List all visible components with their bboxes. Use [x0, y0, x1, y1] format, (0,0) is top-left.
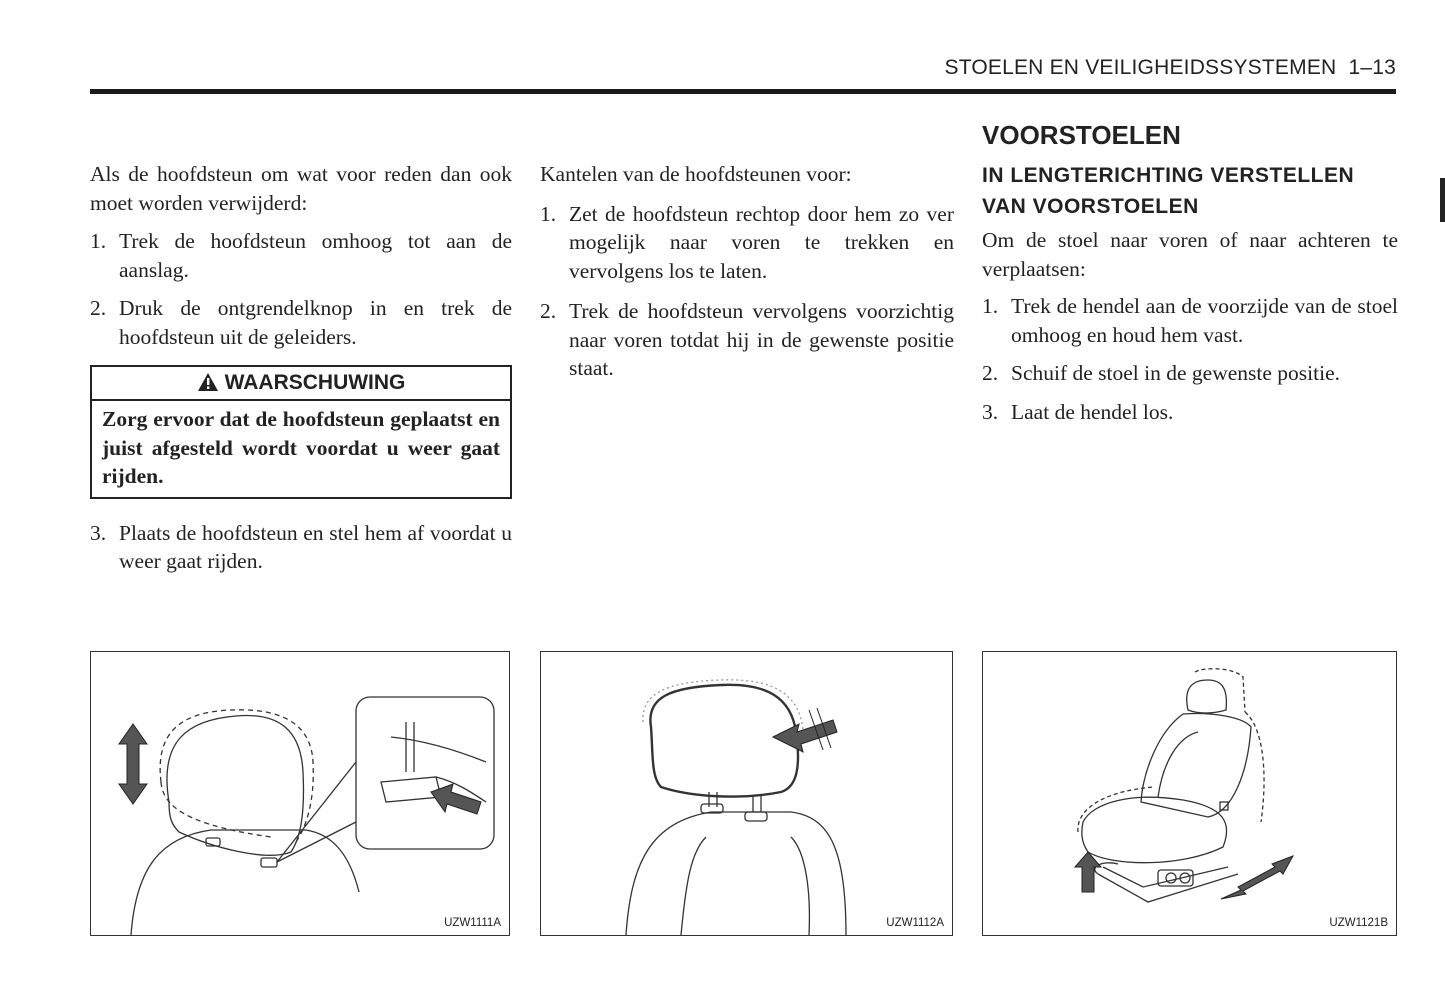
list-item — [982, 398, 1398, 427]
running-header — [90, 56, 1396, 84]
warning-body: Zorg ervoor dat de hoofdsteun geplaatst en juist afgesteld wordt voordat u weer gaat rijden. — [102, 407, 500, 488]
warning-box — [90, 365, 512, 499]
list-item — [982, 359, 1398, 388]
step-number: 1. — [90, 229, 107, 253]
warning-title-bar — [92, 367, 510, 401]
step-text: Druk de ontgrendelknop in en trek de hoofdsteun uit de geleiders. — [119, 296, 512, 349]
headrest-removal-illustration-icon — [91, 652, 509, 935]
list-item — [540, 297, 954, 383]
list-item — [540, 200, 954, 286]
col2-intro: Kantelen van de hoofdsteunen voor: — [540, 162, 852, 186]
col3-steps — [982, 292, 1398, 426]
step-number: 2. — [982, 361, 999, 385]
col1-intro: Als de hoofdsteun om wat voor reden dan ook moet worden verwijderd: — [90, 162, 512, 215]
col1-step3 — [90, 519, 512, 576]
header-section: STOELEN EN VEILIGHEIDSSYSTEMEN — [944, 56, 1337, 79]
step-text: Schuif de stoel in de gewenste positie. — [1011, 361, 1340, 385]
step-text: Plaats de hoofdsteun en stel hem af voordat u weer gaat rijden. — [119, 520, 512, 573]
step-number: 3. — [982, 399, 999, 424]
step-number: 3. — [90, 520, 107, 545]
list-item — [90, 227, 512, 284]
step-number: 2. — [90, 296, 107, 320]
header-rule — [90, 89, 1396, 94]
step-text: Zet de hoofdsteun rechtop door hem zo ver mogelijk naar voren te trekken en vervolgens los te laten. — [569, 201, 954, 283]
section-title: VOORSTOELEN — [982, 120, 1181, 150]
list-item — [90, 294, 512, 351]
column-left — [90, 160, 512, 576]
list-item — [982, 292, 1398, 349]
seat-slide-illustration-icon — [983, 652, 1396, 935]
column-right — [982, 118, 1398, 426]
margin-tab-mark — [1440, 178, 1445, 222]
step-number: 1. — [540, 201, 557, 226]
step-text: Trek de hoofdsteun vervolgens voorzichtig naar voren totdat hij in de gewenste positie staat. — [569, 299, 954, 380]
header-text — [945, 56, 1397, 80]
figure-headrest-removal — [90, 651, 510, 936]
col2-steps — [540, 200, 954, 383]
col3-intro: Om de stoel naar voren of naar achteren te verplaatsen: — [982, 228, 1398, 281]
figure-headrest-tilt — [540, 651, 953, 936]
figure-code: UZW1111A — [444, 917, 501, 929]
page-number: 1–13 — [1348, 56, 1396, 79]
col1-steps — [90, 227, 512, 351]
column-middle — [540, 160, 954, 383]
step-text: Trek de hendel aan de voorzijde van de stoel omhoog en houd hem vast. — [1011, 294, 1398, 347]
step-text: Trek de hoofdsteun omhoog tot aan de aanslag. — [119, 229, 512, 282]
figure-code: UZW1112A — [886, 917, 944, 929]
figure-seat-slide — [982, 651, 1397, 936]
warning-title: WAARSCHUWING — [224, 371, 406, 394]
figure-code: UZW1121B — [1329, 917, 1388, 929]
step-text: Laat de hendel los. — [1011, 399, 1174, 424]
list-item — [90, 519, 512, 576]
step-number: 1. — [982, 294, 999, 318]
warning-triangle-icon — [197, 372, 219, 392]
step-number: 2. — [540, 299, 557, 323]
subsection-title: IN LENGTERICHTING VERSTELLEN VAN VOORSTOELEN — [982, 164, 1355, 218]
headrest-tilt-illustration-icon — [541, 652, 952, 935]
